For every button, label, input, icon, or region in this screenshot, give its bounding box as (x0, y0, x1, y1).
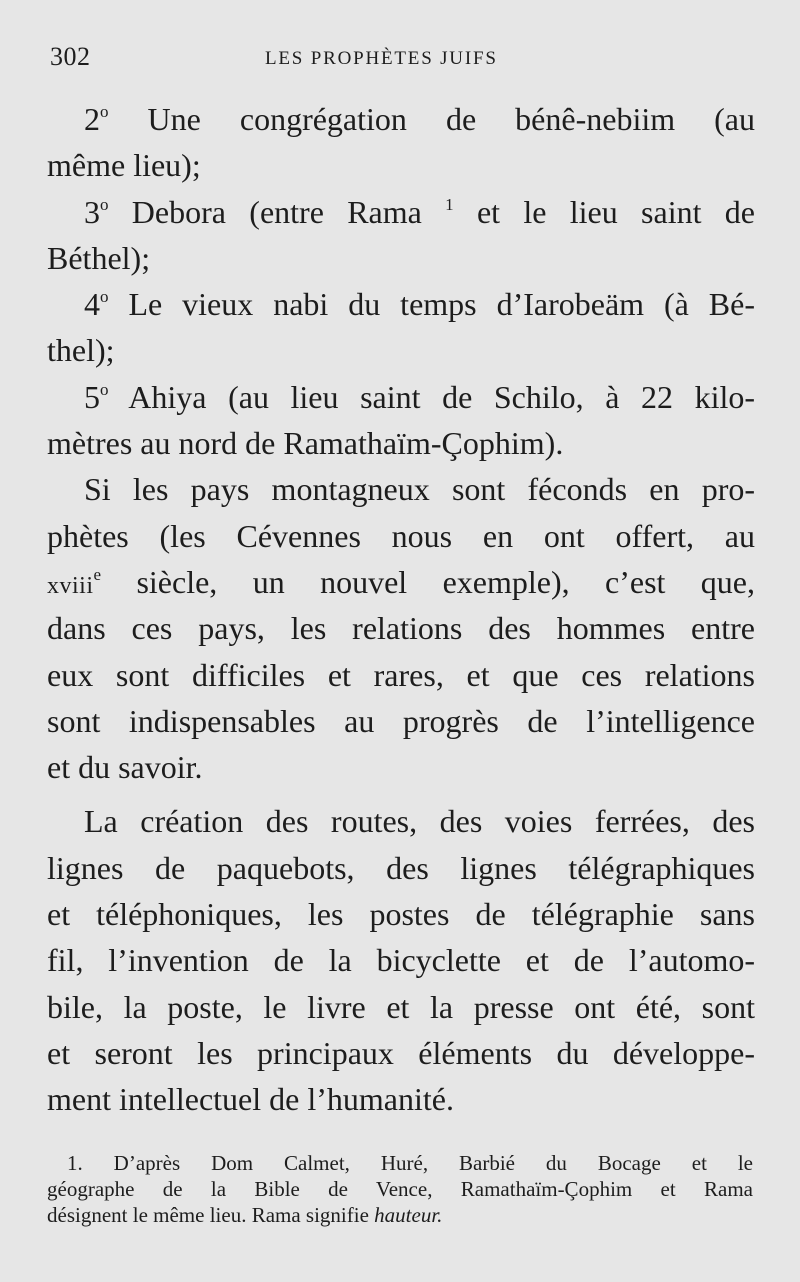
paragraph-2-line-7: ment intellectuel de l’humanité. (47, 1081, 454, 1118)
list-item-2-line-2: même lieu); (47, 147, 201, 184)
footnote-line-1: 1. D’après Dom Calmet, Huré, Barbié du Bocage et le (67, 1151, 753, 1175)
paragraph-2-line-6: et seront les principaux éléments du développe- (47, 1034, 755, 1071)
paragraph-1-line-4: dans ces pays, les relations des hommes entre (47, 610, 755, 647)
footnote-line-3: désignent le même lieu. Rama signifie hauteur. (47, 1203, 443, 1227)
paragraph-2-line-1: La création des routes, des voies ferrées, des (84, 803, 755, 840)
footnote-line-2: géographe de la Bible de Vence, Ramathaïm-Çophim et Rama (47, 1177, 753, 1201)
paragraph-1-line-1: Si les pays montagneux sont féconds en pro- (84, 471, 755, 508)
footnote (47, 1150, 753, 1228)
page-number: 302 (50, 42, 91, 71)
paragraph-2-line-4: fil, l’invention de la bicyclette et de l’automo- (47, 942, 755, 979)
paragraph-1-line-7: et du savoir. (47, 749, 203, 786)
paragraph-2-line-5: bile, la poste, le livre et la presse ont été, sont (47, 988, 755, 1025)
body-text (47, 96, 755, 1123)
list-item-5-line-1: 5$^o$ Ahiya (au lieu saint de Schilo, à 22 kilo- (84, 378, 755, 415)
footnote-reference: 1 (445, 194, 454, 214)
running-title: LES PROPHÈTES JUIFS (265, 48, 498, 69)
paragraph-2-line-2: lignes de paquebots, des lignes télégraphiques (47, 849, 755, 886)
list-item-4-line-2: thel); (47, 332, 115, 369)
paragraph-2-line-3: et téléphoniques, les postes de télégraphie sans (47, 896, 755, 933)
paragraph-1-line-6: sont indispensables au progrès de l’intelligence (47, 702, 755, 739)
paragraph-1-line-5: eux sont difficiles et rares, et que ces relations (47, 656, 755, 693)
page-header (50, 42, 755, 78)
paragraph-1-line-2: phètes (les Cévennes nous en ont offert, au (47, 517, 755, 554)
list-item-3-line-1: 3$^o$ Debora (entre Rama $^1$ et le lieu saint de (84, 193, 756, 230)
list-item-4-line-1: 4$^o$ Le vieux nabi du temps d’Iarobeäm (à Bé- (84, 286, 755, 323)
list-item-2-line-1: 2$^o$ Une congrégation de bénê-nebiim (au (84, 101, 755, 137)
list-item-5-line-2: mètres au nord de Ramathaïm-Çophim). (47, 425, 564, 462)
list-item-3-line-2: Béthel); (47, 239, 151, 276)
paragraph-1-line-3: xviii$^e$ siècle, un nouvel exemple), c’est que, (47, 563, 755, 600)
